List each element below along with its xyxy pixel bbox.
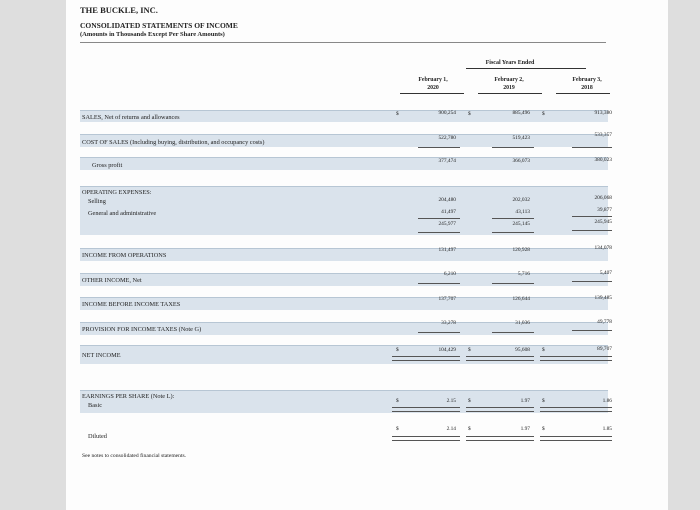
row-label-eps: EARNINGS PER SHARE (Note L): (82, 393, 175, 400)
cogs-2020: 522,780 (438, 135, 456, 141)
column-rule (478, 93, 542, 94)
gna-2018: 39,877 (597, 207, 612, 213)
tax-2020: 33,278 (441, 320, 456, 326)
subtotal-rule (492, 147, 534, 148)
income-before-tax-2019: 126,644 (512, 296, 530, 302)
statement-page (66, 0, 668, 510)
subtotal-rule (572, 281, 612, 282)
gna-2020: 41,497 (441, 209, 456, 215)
gna-2019: 43,113 (515, 209, 530, 215)
column-header-2019: February 2, 2019 (494, 77, 524, 91)
subtotal-rule (492, 283, 534, 284)
subtotal-rule (492, 232, 534, 233)
column-header-2020: February 1, 2020 (418, 77, 448, 91)
currency-symbol: $ (468, 426, 471, 432)
row-label-opex: OPERATING EXPENSES: (82, 189, 152, 196)
row-label-selling: Selling (88, 198, 106, 205)
income-ops-2019: 120,928 (512, 247, 530, 253)
net-income-2020: 104,429 (438, 347, 456, 353)
other-income-2018: 5,407 (599, 270, 612, 276)
column-rule (556, 93, 610, 94)
total-double-rule (392, 407, 460, 412)
gross-profit-2019: 366,073 (512, 158, 530, 164)
footnote: See notes to consolidated financial statements. (82, 453, 187, 459)
tax-2019: 31,036 (515, 320, 530, 326)
statement-title: CONSOLIDATED STATEMENTS OF INCOME (80, 21, 238, 30)
row-label-sales: SALES, Net of returns and allowances (82, 114, 180, 121)
income-before-tax-2018: 139,485 (594, 295, 612, 301)
subtotal-rule (418, 218, 460, 219)
selling-2018: 206,068 (594, 195, 612, 201)
currency-symbol: $ (468, 347, 471, 353)
gross-profit-2020: 377,474 (438, 158, 456, 164)
total-double-rule (540, 356, 612, 361)
opex-total-2019: 245,145 (512, 221, 530, 227)
column-header-2018: February 3, 2018 (572, 77, 602, 91)
eps-basic-2020: 2.15 (446, 398, 456, 404)
total-double-rule (466, 407, 534, 412)
income-ops-2020: 131,497 (438, 247, 456, 253)
total-double-rule (466, 436, 534, 441)
subtotal-rule (418, 332, 460, 333)
title-rule (80, 42, 606, 43)
column-rule (400, 93, 464, 94)
sales-2020: 900,254 (438, 110, 456, 116)
company-name: THE BUCKLE, INC. (80, 5, 158, 15)
currency-symbol: $ (468, 398, 471, 404)
row-label-cogs: COST OF SALES (Including buying, distribution, and occupancy costs) (82, 139, 265, 146)
income-ops-2018: 134,078 (594, 245, 612, 251)
subtotal-rule (572, 230, 612, 231)
total-double-rule (392, 356, 460, 361)
subtotal-rule (572, 216, 612, 217)
eps-basic-2018: 1.86 (602, 398, 612, 404)
eps-diluted-2019: 1.97 (520, 426, 530, 432)
total-double-rule (466, 356, 534, 361)
row-label-income-tax: PROVISION FOR INCOME TAXES (Note G) (82, 326, 202, 333)
currency-symbol: $ (542, 398, 545, 404)
statement-subtitle: (Amounts in Thousands Except Per Share Amounts) (80, 31, 225, 38)
eps-basic-2019: 1.97 (520, 398, 530, 404)
total-double-rule (540, 436, 612, 441)
currency-symbol: $ (542, 111, 545, 117)
subtotal-rule (572, 330, 612, 331)
eps-diluted-2018: 1.85 (602, 426, 612, 432)
subtotal-rule (492, 332, 534, 333)
subtotal-rule (492, 218, 534, 219)
total-double-rule (392, 436, 460, 441)
currency-symbol: $ (542, 347, 545, 353)
subtotal-rule (418, 232, 460, 233)
cogs-2019: 519,423 (512, 135, 530, 141)
other-income-2019: 5,716 (517, 271, 530, 277)
subtotal-rule (572, 147, 612, 148)
period-span-rule (466, 68, 586, 69)
opex-total-2020: 245,977 (438, 221, 456, 227)
sales-2019: 885,496 (512, 110, 530, 116)
row-label-net-income: NET INCOME (82, 352, 121, 359)
row-label-income-from-operations: INCOME FROM OPERATIONS (82, 252, 167, 259)
subtotal-rule (418, 147, 460, 148)
opex-total-2018: 245,945 (594, 219, 612, 225)
sales-2018: 913,380 (594, 110, 612, 116)
row-label-gna: General and administrative (88, 210, 157, 217)
currency-symbol: $ (396, 347, 399, 353)
net-income-2018: 89,707 (597, 346, 612, 352)
currency-symbol: $ (468, 111, 471, 117)
other-income-2020: 6,210 (443, 271, 456, 277)
total-double-rule (540, 407, 612, 412)
selling-2019: 202,032 (512, 197, 530, 203)
selling-2020: 204,480 (438, 197, 456, 203)
gross-profit-2018: 380,023 (594, 157, 612, 163)
net-income-2019: 95,608 (515, 347, 530, 353)
tax-2018: 49,778 (597, 319, 612, 325)
currency-symbol: $ (396, 111, 399, 117)
currency-symbol: $ (396, 426, 399, 432)
cogs-2018: 533,357 (594, 132, 612, 138)
income-before-tax-2020: 137,707 (438, 296, 456, 302)
currency-symbol: $ (542, 426, 545, 432)
row-label-diluted: Diluted (88, 433, 107, 440)
row-label-basic: Basic (88, 402, 102, 409)
currency-symbol: $ (396, 398, 399, 404)
eps-diluted-2020: 2.14 (446, 426, 456, 432)
period-span-header: Fiscal Years Ended (485, 60, 535, 66)
row-label-other-income: OTHER INCOME, Net (82, 277, 142, 284)
row-label-gross-profit: Gross profit (92, 162, 123, 169)
row-label-income-before-taxes: INCOME BEFORE INCOME TAXES (82, 301, 181, 308)
subtotal-rule (418, 283, 460, 284)
